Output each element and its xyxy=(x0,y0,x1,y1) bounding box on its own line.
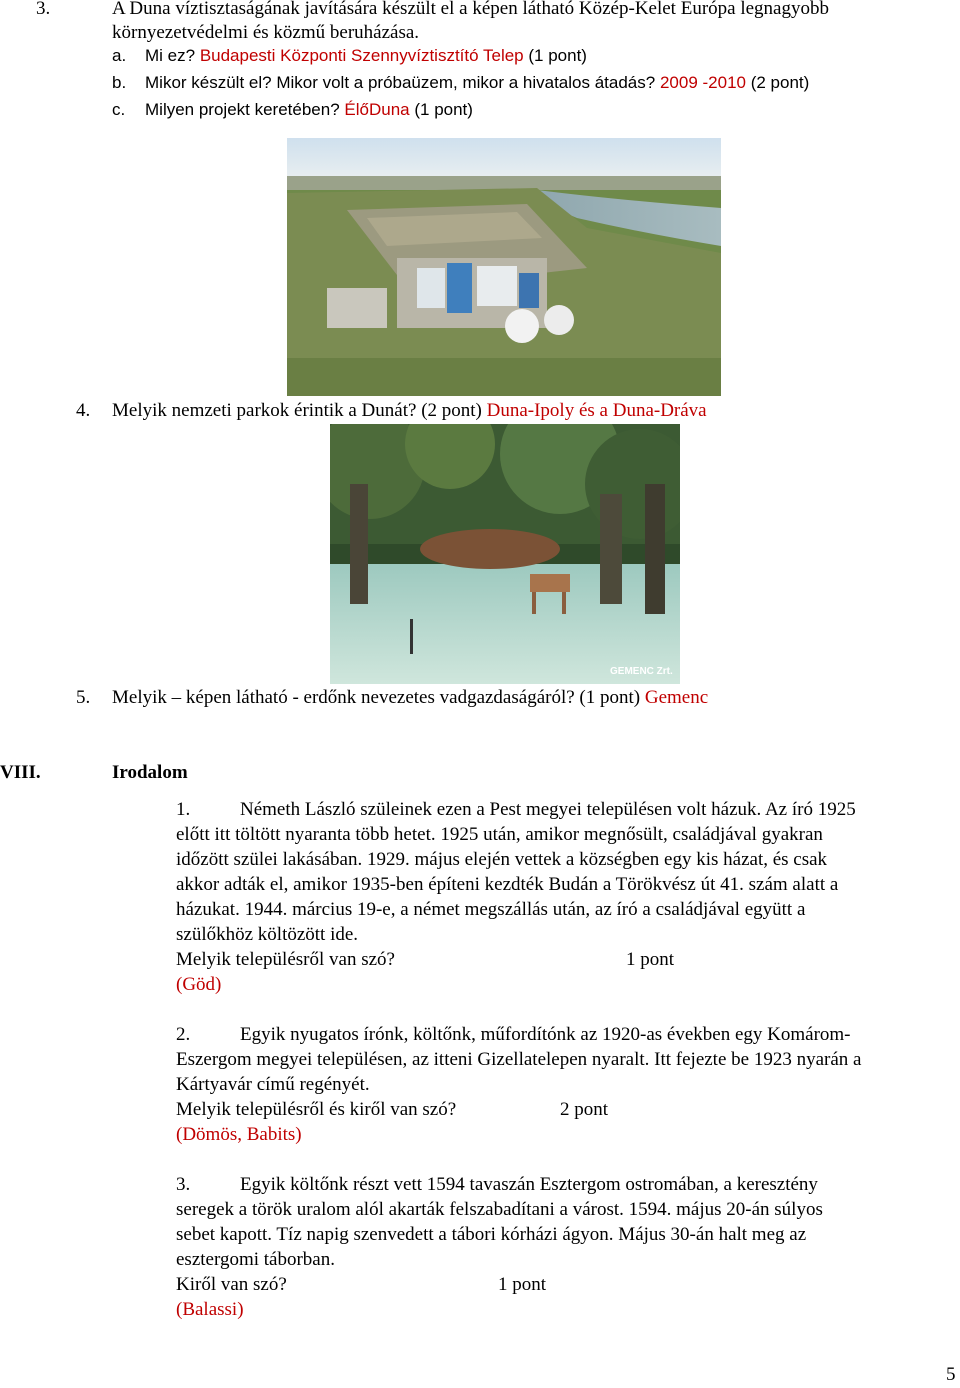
page-number: 5 xyxy=(946,1364,956,1385)
lit1-block xyxy=(176,797,960,997)
lit1-line-5: szülőkhöz költözött ide. xyxy=(176,924,359,945)
q5-row xyxy=(112,687,708,709)
q3a-row xyxy=(145,46,587,66)
section-numeral: VIII. xyxy=(0,762,41,783)
q3a-label: a. xyxy=(112,46,127,65)
q3b-row xyxy=(145,73,809,93)
q3c-label: c. xyxy=(112,100,126,119)
wastewater-plant-photo xyxy=(287,138,721,396)
q3-line2: környezetvédelmi és közmű beruházása. xyxy=(112,22,420,43)
q3c-question: Milyen projekt keretében? xyxy=(145,100,340,119)
q3-number: 3. xyxy=(36,0,51,19)
q3a-answer: Budapesti Központi Szennyvíztisztító Telep xyxy=(199,46,524,65)
q3c-row xyxy=(145,100,473,120)
lit2-answer: (Dömös, Babits) xyxy=(176,1124,302,1145)
q3a-points: (1 pont) xyxy=(528,46,587,65)
q3b-label: b. xyxy=(112,73,127,92)
lit3-line-3: esztergomi táborban. xyxy=(176,1249,335,1270)
lit2-line-0: 2. Egyik nyugatos írónk, költőnk, műfordítónk az 1920-as években egy Komárom- xyxy=(176,1024,851,1045)
lit1-line-4: házukat. 1944. március 19-e, a német megszállás után, az író a családjával együtt a xyxy=(176,899,806,920)
lit1-line-1: előtt itt töltött nyaranta több hetet. 1925 után, amikor megnősült, családjával gyakran xyxy=(176,824,823,845)
lit3-points: 1 pont xyxy=(498,1274,547,1295)
lit1-points: 1 pont xyxy=(626,949,675,970)
lit3-block xyxy=(176,1172,960,1322)
q5-question: Melyik – képen látható - erdőnk nevezetes vadgazdaságáról? xyxy=(112,687,575,708)
q3b-answer: 2009 -2010 xyxy=(659,73,746,92)
gemenc-watermark: GEMENC Zrt. xyxy=(610,666,673,677)
lit3-answer: (Balassi) xyxy=(176,1299,244,1320)
lit3-line-2: sebet kapott. Tíz napig szenvedett a tábori kórházi ágyon. Május 30-án halt meg az xyxy=(176,1224,807,1245)
q4-points: (2 pont) xyxy=(421,400,482,421)
section-title: Irodalom xyxy=(112,762,188,783)
q4-question: Melyik nemzeti parkok érintik a Dunát? xyxy=(112,400,417,421)
lit2-question-row: Melyik településről és kiről van szó? 2 pont xyxy=(176,1099,609,1120)
lit2-block xyxy=(176,1022,960,1147)
gemenc-deer-photo xyxy=(330,424,680,684)
lit3-line-0: 3. Egyik költőnk részt vett 1594 tavaszán Esztergom ostromában, a keresztény xyxy=(176,1174,818,1195)
q3a-question: Mi ez? xyxy=(145,46,196,65)
q3c-points: (1 pont) xyxy=(414,100,473,119)
lit1-line-2: időzött szülei lakásában. 1929. május elején vettek a községben egy kis házat, és csak xyxy=(176,849,828,870)
q3b-question: Mikor készült el? Mikor volt a próbaüzem, mikor a hivatalos átadás? xyxy=(145,73,656,92)
q3c-answer: ÉlőDuna xyxy=(344,100,410,119)
q5-answer: Gemenc xyxy=(644,687,709,708)
q5-number: 5. xyxy=(76,687,91,708)
lit1-line-3: akkor adták el, amikor 1935-ben építeni kezdték Budán a Törökvész út 41. szám alatt a xyxy=(176,874,839,895)
q3-line1: A Duna víztisztaságának javítására készült el a képen látható Közép-Kelet Európa legnagyobb xyxy=(112,0,829,19)
lit2-line-2: Kártyavár című regényét. xyxy=(176,1074,370,1095)
lit1-line-0: 1. Németh László szüleinek ezen a Pest megyei településen volt házuk. Az író 1925 xyxy=(176,799,856,820)
lit2-line-1: Eszergom megyei településen, az itteni Gizellatelepen nyaralt. Itt fejezte be 1923 nyarán a xyxy=(176,1049,862,1070)
lit3-question-row: Kiről van szó? 1 pont xyxy=(176,1274,547,1295)
q4-number: 4. xyxy=(76,400,91,421)
q4-row xyxy=(112,400,707,422)
q5-points: (1 pont) xyxy=(579,687,641,708)
lit1-answer: (Göd) xyxy=(176,974,222,995)
q4-answer: Duna-Ipoly és a Duna-Dráva xyxy=(486,400,707,421)
lit1-question-row: Melyik településről van szó? 1 pont xyxy=(176,949,675,970)
lit3-line-1: seregek a török uralom alól akarták felszabadítani a várost. 1594. május 20-án súlyos xyxy=(176,1199,823,1220)
q3b-points: (2 pont) xyxy=(750,73,810,92)
lit2-points: 2 pont xyxy=(560,1099,609,1120)
